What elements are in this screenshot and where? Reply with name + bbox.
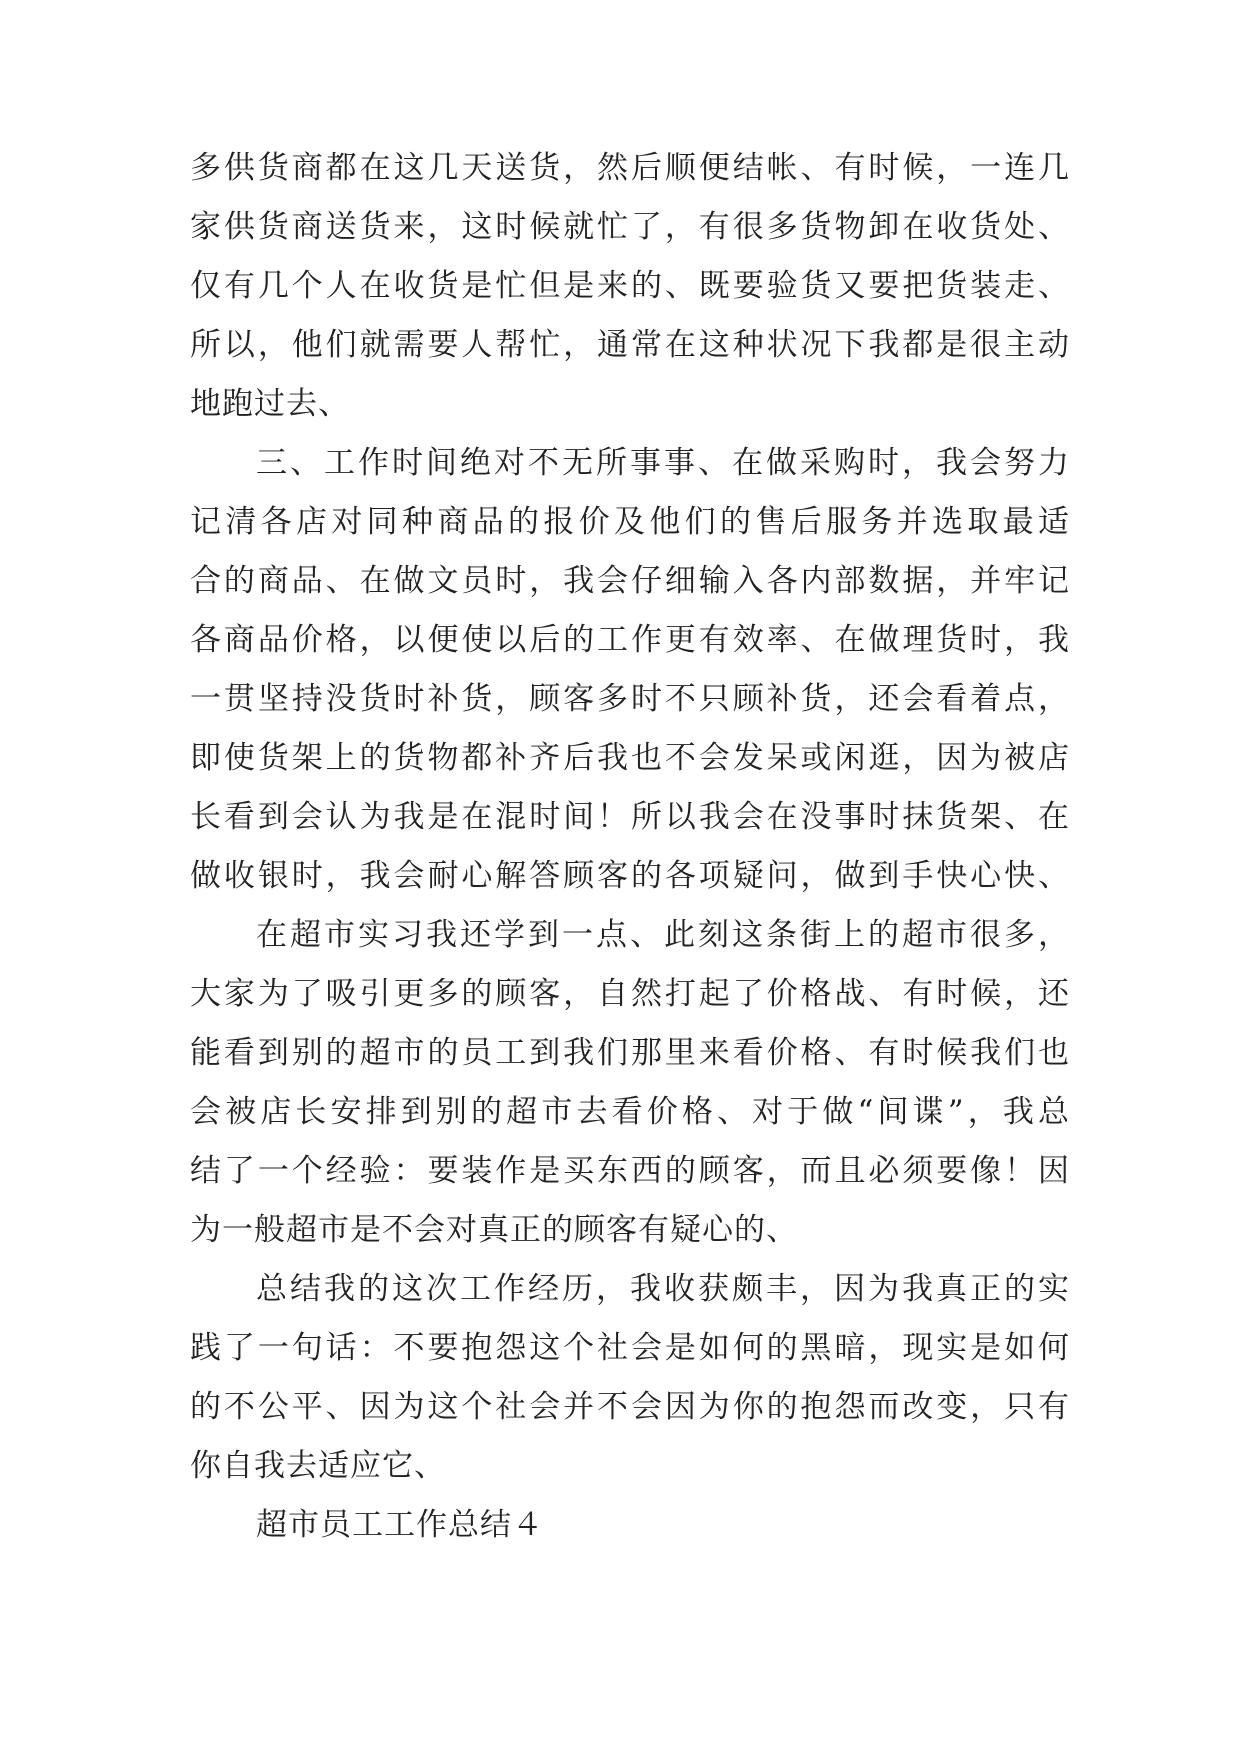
text-line: 大家为了吸引更多的顾客，自然打起了价格战、有时候，还 <box>190 976 1070 1012</box>
text-line: 的不公平、因为这个社会并不会因为你的抱怨而改变，只有 <box>190 1389 1070 1425</box>
text-line: 家供货商送货来，这时候就忙了，有很多货物卸在收货处、 <box>190 209 1070 245</box>
section-heading <box>190 1496 1070 1555</box>
text-line: 会被店长安排到别的超市去看价格、对于做“间谍”，我总 <box>190 1094 1070 1130</box>
text-line: 结了一个经验：要装作是买东西的顾客，而且必须要像！因 <box>190 1153 1070 1189</box>
paragraph-summary <box>190 1260 1070 1496</box>
text-line: 合的商品、在做文员时，我会仔细输入各内部数据，并牢记 <box>190 563 1070 599</box>
section-title: 超市员工工作总结４ <box>256 1507 544 1543</box>
text-line: 在超市实习我还学到一点、此刻这条街上的超市很多， <box>256 917 1070 953</box>
text-line: 仅有几个人在收货是忙但是来的、既要验货又要把货装走、 <box>190 268 1070 304</box>
text-line: 为一般超市是不会对真正的顾客有疑心的、 <box>190 1212 798 1248</box>
text-line: 三、工作时间绝对不无所事事、在做采购时，我会努力 <box>256 445 1070 481</box>
paragraph-price-war <box>190 906 1070 1260</box>
text-line: 做收银时，我会耐心解答顾客的各项疑问，做到手快心快、 <box>190 858 1070 894</box>
text-line: 多供货商都在这几天送货，然后顺便结帐、有时候，一连几 <box>190 150 1070 186</box>
text-line: 各商品价格，以便使以后的工作更有效率、在做理货时，我 <box>190 622 1070 658</box>
text-line: 长看到会认为我是在混时间！所以我会在没事时抹货架、在 <box>190 799 1070 835</box>
text-line: 地跑过去、 <box>190 386 350 422</box>
text-line: 总结我的这次工作经历，我收获颇丰，因为我真正的实 <box>256 1271 1070 1307</box>
text-line: 践了一句话：不要抱怨这个社会是如何的黑暗，现实是如何 <box>190 1330 1070 1366</box>
paragraph-continued <box>190 139 1070 434</box>
text-line: 即使货架上的货物都补齐后我也不会发呆或闲逛，因为被店 <box>190 740 1070 776</box>
paragraph-section-three <box>190 434 1070 906</box>
text-line: 记清各店对同种商品的报价及他们的售后服务并选取最适 <box>190 504 1070 540</box>
text-line: 所以，他们就需要人帮忙，通常在这种状况下我都是很主动 <box>190 327 1070 363</box>
text-line: 能看到别的超市的员工到我们那里来看价格、有时候我们也 <box>190 1035 1070 1071</box>
text-line: 你自我去适应它、 <box>190 1448 446 1484</box>
text-line: 一贯坚持没货时补货，顾客多时不只顾补货，还会看着点， <box>190 681 1070 717</box>
